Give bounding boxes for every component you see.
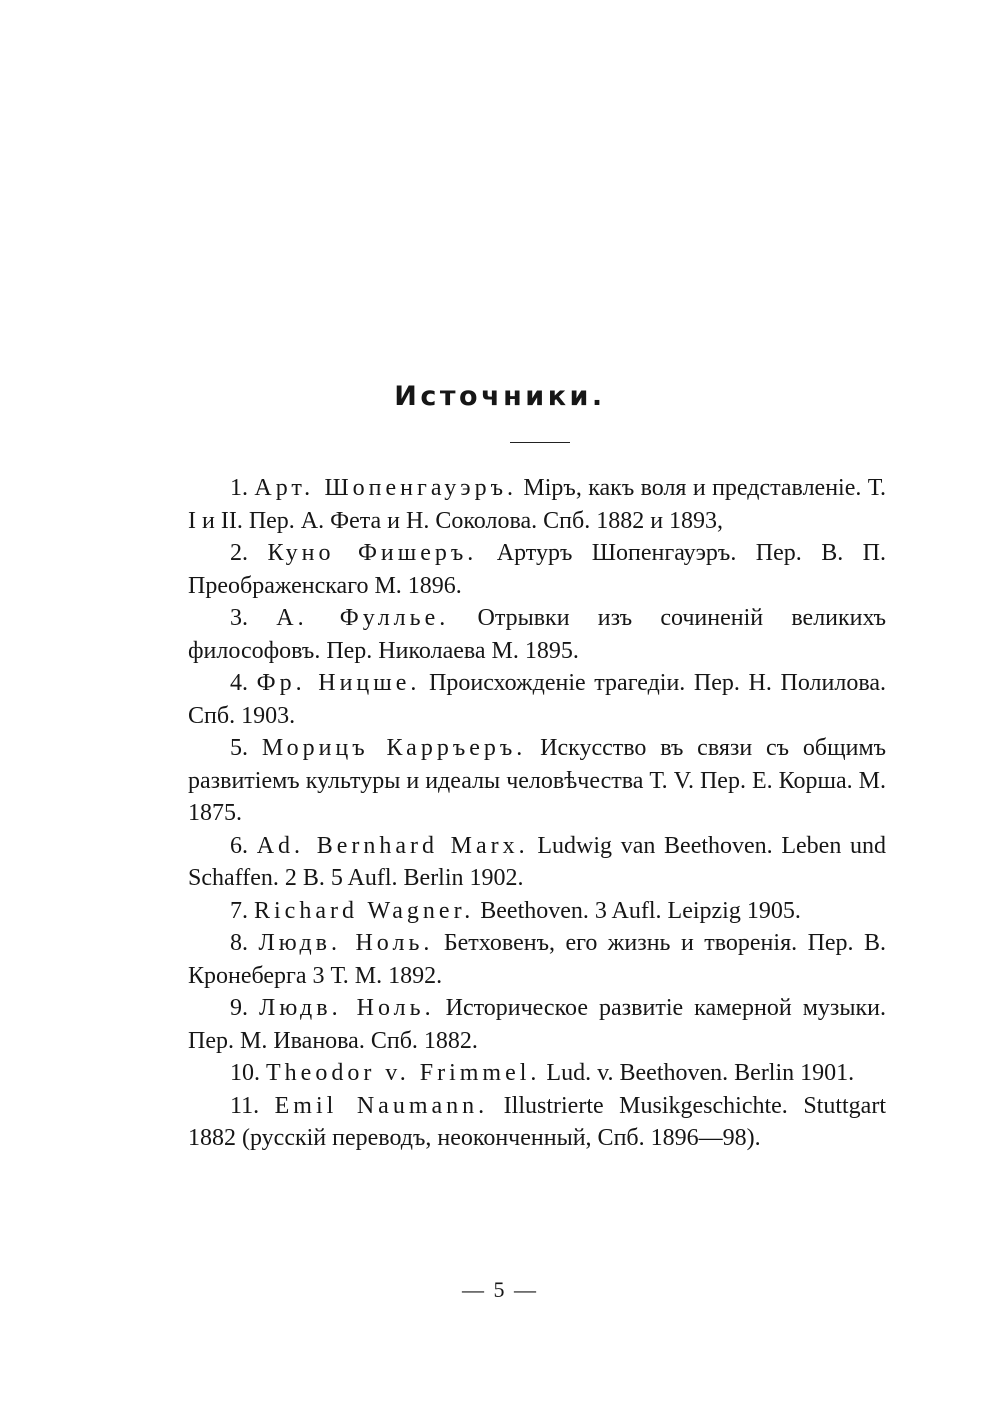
source-details: Beethoven. 3 Aufl. Leipzig 1905. <box>480 897 801 924</box>
source-author: Ad. Bernhard Marx. <box>256 832 529 859</box>
source-number: 10. <box>230 1060 260 1086</box>
source-entry-11 <box>188 1090 886 1155</box>
source-entry-3 <box>188 602 886 667</box>
source-details: Историческое развитіе камерной музыки. Пер. М. Иванова. Спб. 1882. <box>188 995 886 1054</box>
source-details: Происхожденіе трагедіи. Пер. Н. Полилова. Спб. 1903. <box>188 670 886 729</box>
source-entry-9 <box>188 992 886 1057</box>
source-author: Арт. Шопенгауэръ. <box>254 475 518 501</box>
source-author: Фр. Ницше. <box>256 670 421 696</box>
source-number: 3. <box>230 605 248 631</box>
source-number: 11. <box>230 1092 260 1119</box>
source-author: Richard Wagner. <box>254 897 475 924</box>
source-entry-5 <box>188 732 886 830</box>
source-number: 5. <box>230 735 248 761</box>
source-number: 1. <box>230 475 248 501</box>
source-details: Illustrierte Musikgeschichte. Stuttgart 1882 (русскій переводъ, неоконченный, Спб. 1896—98). <box>188 1092 886 1151</box>
source-author: Куно Фишеръ. <box>267 540 478 566</box>
source-details: Отрывки изъ сочиненій великихъ философовъ. Пер. Николаева М. 1895. <box>188 605 887 664</box>
source-details: Міръ, какъ воля и представленіе. Т. I и II. Пер. А. Фета и Н. Соколова. Спб. 1882 и 1893, <box>188 475 887 534</box>
source-number: 7. <box>230 897 248 924</box>
source-details: Артуръ Шопенгауэръ. Пер. В. П. Преображенскаго М. 1896. <box>188 540 886 599</box>
sources-list <box>188 472 886 1155</box>
source-number: 4. <box>230 670 248 696</box>
source-author: Людв. Ноль. <box>259 995 435 1021</box>
source-author: Морицъ Карръеръ. <box>261 735 527 761</box>
source-entry-1 <box>188 472 886 537</box>
source-author: А. Фуллье. <box>276 605 450 631</box>
source-author: Emil Naumann. <box>274 1092 489 1119</box>
source-number: 9. <box>230 995 248 1021</box>
source-entry-7 <box>188 895 886 928</box>
source-entry-2 <box>188 537 886 602</box>
source-number: 6. <box>230 832 248 859</box>
source-entry-4 <box>188 667 886 732</box>
source-number: 2. <box>230 540 248 566</box>
source-entry-6 <box>188 830 886 895</box>
source-details: Искусство въ связи съ общимъ развитіемъ культуры и идеалы человѣчества Т. V. Пер. Е. Корша. М. 1875. <box>188 735 887 826</box>
source-author: Theodor v. Frimmel. <box>266 1060 541 1086</box>
source-author: Людв. Ноль. <box>258 930 434 956</box>
source-number: 8. <box>230 930 248 956</box>
source-details: Ludwig van Beethoven. Leben und Schaffen. 2 B. 5 Aufl. Berlin 1902. <box>188 832 886 891</box>
page-title: Источники. <box>394 381 606 412</box>
source-entry-10 <box>188 1057 886 1090</box>
title-divider <box>510 442 570 443</box>
source-details: Бетховенъ, его жизнь и творенія. Пер. В. Кронеберга 3 Т. М. 1892. <box>188 930 887 989</box>
source-entry-8 <box>188 927 886 992</box>
page-number: — 5 — <box>462 1277 538 1302</box>
source-details: Lud. v. Beethoven. Berlin 1901. <box>546 1060 855 1086</box>
